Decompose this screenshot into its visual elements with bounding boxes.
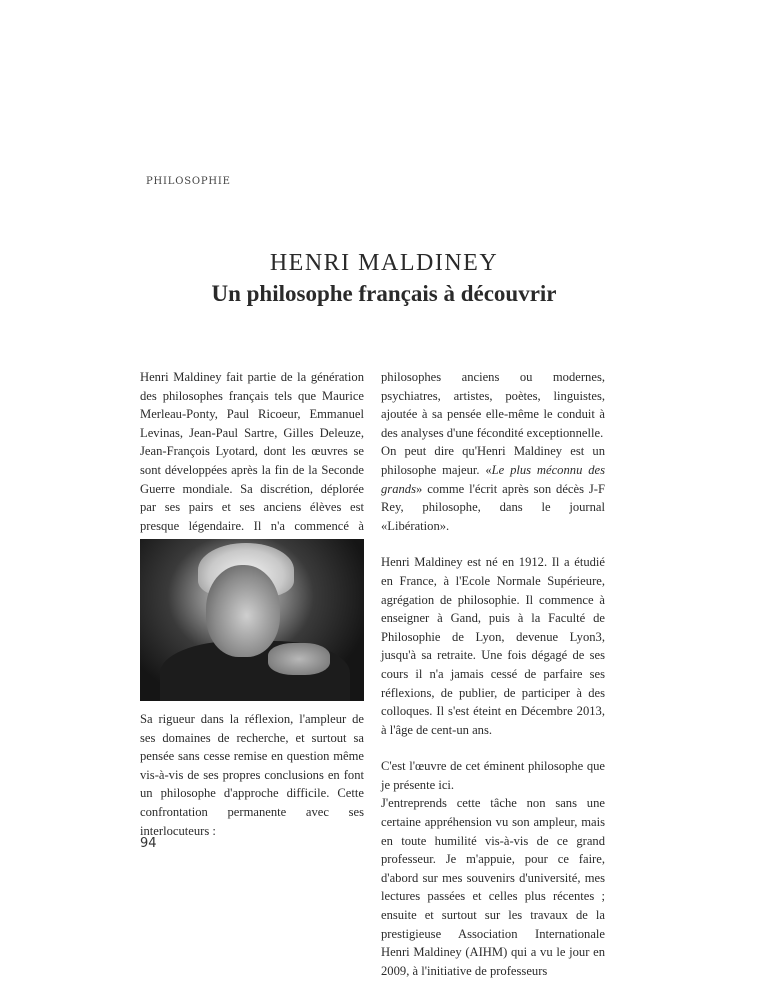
paragraph: Henri Maldiney est né en 1912. Il a étudié en France, à l'Ecole Normale Supérieure, agrégation de philosophie. Il commence à enseigner à Gand, puis à la Faculté de Philosophie de Lyon, devenue Lyon3, jusqu'à sa retraite. Une fois dégagé de ses cours il n'a jamais cessé de parfaire ses réflexions, de publier, de participer à des colloques. Il s'est éteint en Décembre 2013, à l'âge de cent-un ans.	[381, 555, 605, 737]
paragraph	[381, 442, 605, 535]
right-column	[381, 368, 605, 980]
photo-face-shape	[206, 565, 280, 657]
quote-text: Le plus méconnu des grands	[381, 462, 605, 496]
paragraph: Henri Maldiney fait partie de la génération des philosophes français tels que Maurice Merleau-Ponty, Paul Ricoeur, Emmanuel Levinas, Jean-Paul Sartre, Gilles Deleuze, Jean-François Lyotard, dont les œuvres se sont développées après la fin de la Seconde Guerre mondiale. Sa discrétion, déplorée par ses pairs et ses anciens élèves est presque légendaire. Il n'a commencé à	[140, 370, 364, 533]
portrait-photo	[140, 539, 364, 701]
paragraph: philosophes anciens ou modernes, psychiatres, artistes, poètes, linguistes, ajoutée à sa pensée elle-même le conduit à des analyses d'une fécondité exceptionnelle.	[381, 370, 605, 440]
paragraph: Sa rigueur dans la réflexion, l'ampleur de ses domaines de recherche, et surtout sa pensée sans cesse remise en question même vis-à-vis de ses propres conclusions en font un philosophe d'approche difficile. Cette confrontation permanente avec ses interlocuteurs :	[140, 712, 364, 838]
paragraph-text: On peut dire qu'Henri Maldiney est un philosophe majeur. «	[381, 444, 605, 477]
section-label: PHILOSOPHIE	[146, 176, 231, 187]
article-subtitle: Un philosophe français à découvrir	[211, 281, 557, 306]
paragraph: C'est l'œuvre de cet éminent philosophe que je présente ici.	[381, 759, 605, 792]
paragraph-text: » comme l'écrit après son décès J-F Rey, philosophe, dans le journal «Libération».	[381, 481, 605, 533]
left-column-bottom	[140, 710, 364, 840]
photo-hand-shape	[268, 643, 330, 675]
paragraph: J'entreprends cette tâche non sans une certaine appréhension vu son ampleur, mais en toute humilité vis-à-vis de ce grand professeur. Je m'appuie, pour ce faire, d'abord sur mes souvenirs d'université, mes lectures passées et celles plus récentes ; ensuite et surtout sur les travaux de la prestigieuse Association Internationale Henri Maldiney (AIHM) qui a vu le jour en 2009, à l'initiative de professeurs	[381, 796, 605, 978]
page-number: 94	[140, 836, 157, 851]
article-title: HENRI MALDINEY	[269, 250, 499, 276]
